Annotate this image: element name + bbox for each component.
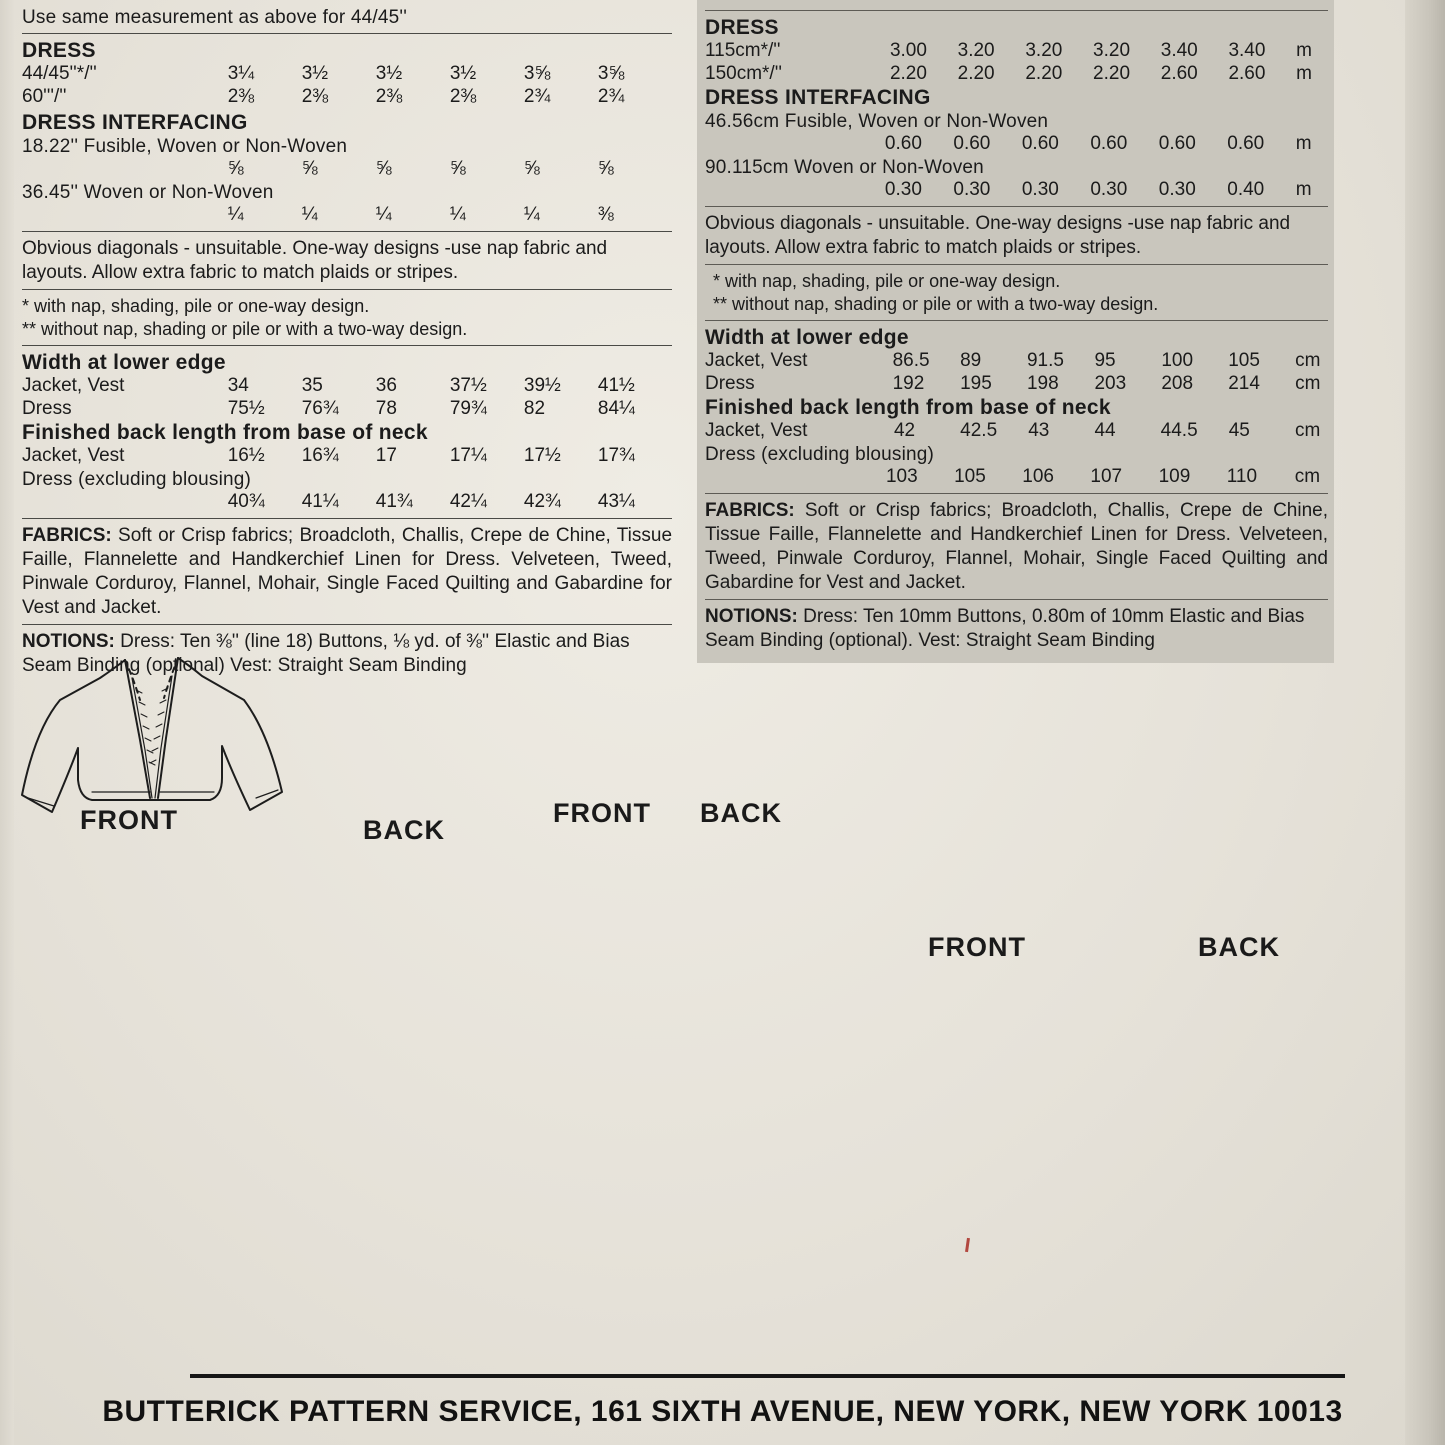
cell: 2.20: [889, 63, 927, 84]
divider: [22, 33, 672, 34]
right-diagonal-note: Obvious diagonals - unsuitable. One-way designs -use nap fabric and layouts. Allow extra fabric to match plaids or stripes.: [705, 213, 1291, 258]
cell: 2⅜: [227, 86, 255, 107]
right-width-table: [705, 350, 1328, 396]
cell: 0.60: [1090, 133, 1128, 154]
table-row: [705, 466, 1328, 489]
left-fabrics-text: Soft or Crisp fabrics; Broadcloth, Challis, Crepe de Chine, Tissue Faille, Flannelette and Handkerchief Linen for Dress. Velveteen, Tweed, Pinwale Corduroy, Flannel, Mohair, Single Faced Quilting and Gabardine for Vest and Jacket.: [22, 525, 673, 618]
table-row: [22, 86, 672, 109]
cell: 0.30: [1021, 179, 1059, 200]
right-backlength-table-1: [705, 466, 1328, 489]
unit: cm: [1295, 373, 1321, 394]
cell: 16½: [227, 445, 265, 466]
cell: 107: [1090, 466, 1123, 487]
cell: 0.60: [884, 133, 922, 154]
left-backlength-row-1-label: Dress (excluding blousing): [22, 469, 252, 490]
cell: 3.20: [957, 40, 995, 61]
left-width-heading: Width at lower edge: [22, 351, 226, 374]
cell: 16¾: [301, 445, 339, 466]
left-interfacing-row-0-label: 18.22'' Fusible, Woven or Non-Woven: [22, 136, 348, 157]
cell: 3¼: [227, 63, 255, 84]
table-row: [22, 204, 672, 227]
cell: 41¾: [375, 491, 413, 512]
cell: 100: [1161, 350, 1194, 371]
vest-back-label: BACK: [700, 798, 782, 828]
cell: 214: [1228, 373, 1260, 394]
cell: 192: [892, 373, 925, 394]
table-row: [705, 350, 1328, 373]
cell: 36: [375, 375, 397, 396]
left-notions-text: Dress: Ten ⅜'' (line 18) Buttons, ⅛ yd. of ⅜'' Elastic and Bias Seam Binding (optional) Vest: Straight Seam Binding: [22, 631, 630, 676]
jacket-back-label: BACK: [363, 815, 445, 845]
cell: 0.30: [884, 179, 922, 200]
cell: 79¾: [449, 398, 487, 419]
cell: 2⅜: [301, 86, 329, 107]
row-label: Jacket, Vest: [22, 445, 125, 466]
cell: ⅝: [523, 158, 540, 179]
cell: 0.60: [1021, 133, 1059, 154]
divider: [22, 518, 672, 519]
cell: 2.20: [1025, 63, 1063, 84]
divider: [22, 231, 672, 232]
imperial-measurements-column: [22, 0, 672, 678]
left-top-note: Use same measurement as above for 44/45'': [22, 7, 408, 28]
row-label: Jacket, Vest: [705, 350, 808, 371]
cell: 42: [893, 420, 916, 441]
cell: 0.40: [1227, 179, 1265, 200]
right-width-heading: Width at lower edge: [705, 326, 909, 349]
unit: m: [1296, 63, 1312, 84]
cell: 2¾: [597, 86, 625, 107]
cell: 105: [954, 466, 986, 487]
cell: 84¼: [597, 398, 635, 419]
cell: 2.60: [1228, 63, 1266, 84]
cell: 41½: [597, 375, 635, 396]
cell: ⅝: [597, 158, 614, 179]
cell: 2⅜: [449, 86, 477, 107]
right-nap-note-0: * with nap, shading, pile or one-way design.: [713, 271, 1061, 291]
left-nap-note-1: ** without nap, shading or pile or with a two-way design.: [22, 319, 468, 339]
cell: 17: [375, 445, 397, 466]
right-dress-heading: DRESS: [705, 16, 779, 39]
cell: 45: [1228, 420, 1250, 441]
cell: 44: [1094, 420, 1116, 441]
table-row: [705, 63, 1328, 86]
left-backlength-table: [22, 445, 672, 468]
cell: 195: [960, 373, 992, 394]
row-label: 44/45''*/'': [22, 63, 97, 84]
left-notions-label: NOTIONS:: [22, 631, 115, 652]
cell: 3⅝: [523, 63, 551, 84]
cell: ¼: [523, 204, 540, 225]
cell: 105: [1228, 350, 1260, 371]
cell: 82: [523, 398, 546, 419]
cell: 17¼: [449, 445, 487, 466]
row-label: Jacket, Vest: [705, 420, 808, 441]
cell: 40¾: [227, 491, 265, 512]
metric-measurements-column: [697, 0, 1334, 663]
cell: 44.5: [1160, 420, 1198, 441]
cell: ¼: [449, 204, 466, 225]
right-interfacing-row-0-label: 46.56cm Fusible, Woven or Non-Woven: [705, 111, 1049, 132]
cell: ¼: [227, 204, 244, 225]
left-fabrics: [22, 524, 672, 620]
left-interfacing-table-0: [22, 158, 672, 181]
table-row: [22, 375, 672, 398]
left-width-table: [22, 375, 672, 421]
cell: 41¼: [301, 491, 339, 512]
cell: 3½: [449, 63, 477, 84]
right-interfacing-heading: DRESS INTERFACING: [705, 86, 931, 109]
table-row: [22, 491, 672, 514]
table-row: [22, 398, 672, 421]
cell: 203: [1094, 373, 1127, 394]
cell: 3½: [301, 63, 329, 84]
right-fabrics: [705, 499, 1328, 595]
divider: [22, 345, 672, 346]
cell: 2.20: [957, 63, 995, 84]
cell: 76¾: [301, 398, 339, 419]
cell: 86.5: [892, 350, 930, 371]
row-label: 60'''/'': [22, 86, 67, 107]
cell: ⅝: [375, 158, 392, 179]
left-dress-yardage-table: [22, 63, 672, 109]
cell: 43¼: [597, 491, 635, 512]
cell: ¼: [301, 204, 318, 225]
divider: [22, 289, 672, 290]
row-label: 115cm*/'': [705, 40, 781, 61]
right-interfacing-table-1: [705, 179, 1328, 202]
right-notions-label: NOTIONS:: [705, 606, 798, 627]
divider: [705, 10, 1328, 11]
cell: 75½: [227, 398, 265, 419]
divider: [705, 264, 1328, 265]
dress-front-label: FRONT: [928, 932, 1026, 962]
cell: 208: [1161, 373, 1194, 394]
publisher-footer: BUTTERICK PATTERN SERVICE, 161 SIXTH AVENUE, NEW YORK, NEW YORK 10013: [102, 1395, 1343, 1428]
cell: 110: [1226, 466, 1258, 487]
left-backlength-table-1: [22, 491, 672, 514]
cell: 17½: [523, 445, 561, 466]
right-nap-note-1: ** without nap, shading or pile or with a two-way design.: [713, 294, 1159, 314]
cell: 78: [375, 398, 397, 419]
table-row: [705, 179, 1328, 202]
cell: 0.30: [1090, 179, 1128, 200]
cell: 3.00: [889, 40, 927, 61]
left-interfacing-heading: DRESS INTERFACING: [22, 111, 248, 134]
jacket-front-label: FRONT: [80, 805, 178, 835]
table-row: [705, 373, 1328, 396]
left-backlength-heading: Finished back length from base of neck: [22, 421, 428, 444]
cell: ⅜: [597, 204, 614, 225]
right-interfacing-row-1-label: 90.115cm Woven or Non-Woven: [705, 157, 984, 178]
right-fabrics-label: FABRICS:: [705, 500, 795, 521]
cell: 39½: [523, 375, 561, 396]
divider: [705, 320, 1328, 321]
cell: 91.5: [1026, 350, 1064, 371]
cell: 2.20: [1093, 63, 1131, 84]
left-fabrics-label: FABRICS:: [22, 525, 112, 546]
cell: 43: [1028, 420, 1050, 441]
cell: 42¾: [523, 491, 561, 512]
cell: ¼: [375, 204, 392, 225]
dress-back-label: BACK: [1198, 932, 1280, 962]
unit: m: [1296, 40, 1312, 61]
right-backlength-table: [705, 420, 1328, 443]
cell: 89: [960, 350, 982, 371]
cell: 106: [1022, 466, 1054, 487]
row-label: 150cm*/'': [705, 63, 782, 84]
unit: cm: [1294, 466, 1321, 487]
cell: 198: [1026, 373, 1059, 394]
right-dress-yardage-table: [705, 40, 1328, 86]
left-interfacing-row-1-label: 36.45'' Woven or Non-Woven: [22, 182, 274, 203]
vest-front-label: FRONT: [553, 798, 651, 828]
cell: 0.30: [1158, 179, 1196, 200]
table-row: [705, 133, 1328, 156]
unit: cm: [1294, 420, 1321, 441]
row-label: Dress: [705, 373, 755, 394]
cell: 34: [227, 375, 249, 396]
cell: 0.60: [1158, 133, 1196, 154]
cell: ⅝: [227, 158, 244, 179]
table-row: [705, 420, 1328, 443]
divider: [705, 599, 1328, 600]
cell: 37½: [449, 375, 487, 396]
cell: 0.60: [953, 133, 991, 154]
cell: 2¾: [523, 86, 551, 107]
right-fabrics-text: Soft or Crisp fabrics; Broadcloth, Challis, Crepe de Chine, Tissue Faille, Flannelette and Handkerchief Linen for Dress. Velveteen, Tweed, Pinwale Corduroy, Flannel, Mohair, Single Faced Quilting and Gabardine for Vest and Jacket.: [705, 500, 1328, 593]
right-backlength-row-1-label: Dress (excluding blousing): [705, 444, 935, 465]
unit: m: [1295, 133, 1312, 154]
table-row: [22, 158, 672, 181]
row-label: Dress: [22, 398, 72, 419]
cell: ⅝: [301, 158, 318, 179]
right-interfacing-table-0: [705, 133, 1328, 156]
garment-line-drawings: [0, 620, 1445, 1000]
cell: 3.40: [1228, 40, 1266, 61]
table-row: [22, 63, 672, 86]
table-row: [705, 40, 1328, 63]
left-interfacing-table-1: [22, 204, 672, 227]
cell: 109: [1158, 466, 1191, 487]
divider: [705, 206, 1328, 207]
unit: cm: [1295, 350, 1321, 371]
cell: 42¼: [449, 491, 487, 512]
cell: ⅝: [449, 158, 466, 179]
cell: 2⅜: [375, 86, 403, 107]
cell: 3.20: [1093, 40, 1131, 61]
left-nap-note-0: * with nap, shading, pile or one-way design.: [22, 296, 370, 316]
cell: 42.5: [960, 420, 998, 441]
cell: 3⅝: [597, 63, 625, 84]
divider: [705, 493, 1328, 494]
cell: 3.20: [1025, 40, 1063, 61]
cell: 3½: [375, 63, 403, 84]
cell: 2.60: [1160, 63, 1198, 84]
cell: 103: [885, 466, 918, 487]
cell: 0.60: [1227, 133, 1265, 154]
unit: m: [1295, 179, 1312, 200]
jacket-front-drawing: [22, 658, 282, 812]
left-diagonal-note: Obvious diagonals - unsuitable. One-way designs -use nap fabric and layouts. Allow extra fabric to match plaids or stripes.: [22, 238, 608, 283]
cell: 3.40: [1160, 40, 1198, 61]
row-label: Jacket, Vest: [22, 375, 125, 396]
left-dress-heading: DRESS: [22, 39, 96, 62]
right-backlength-heading: Finished back length from base of neck: [705, 396, 1111, 419]
cell: 17¾: [597, 445, 635, 466]
right-notions-text: Dress: Ten 10mm Buttons, 0.80m of 10mm Elastic and Bias Seam Binding (optional). Vest: Straight Seam Binding: [705, 606, 1305, 651]
footer-divider: [190, 1374, 1345, 1378]
cell: 95: [1094, 350, 1116, 371]
cell: 35: [301, 375, 323, 396]
cell: 0.30: [953, 179, 991, 200]
table-row: [22, 445, 672, 468]
